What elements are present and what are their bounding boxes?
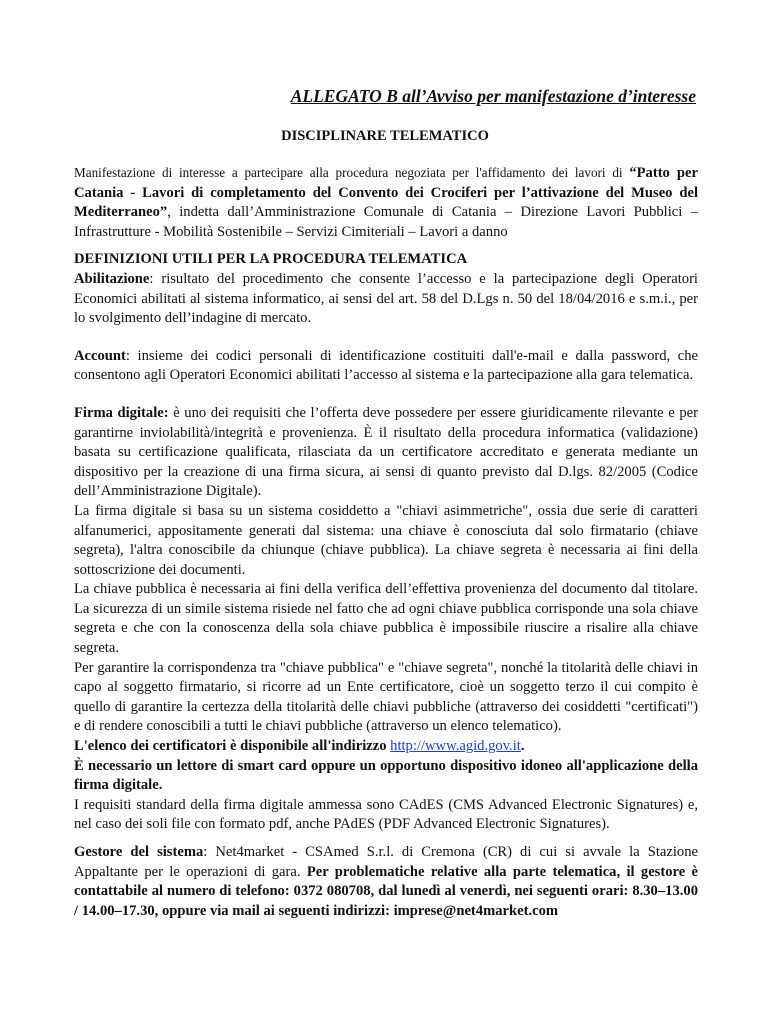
term-firma: Firma digitale: — [74, 404, 169, 421]
project-name: “Patto per Catania - Lavori di completamento del Convento dei Crociferi per l’attivazione del Museo del Mediterraneo” — [74, 165, 699, 221]
firma-paragraph-4: Per garantire la corrispondenza tra "chiave pubblica" e "chiave segreta", nonché la titolarità delle chiavi in capo al soggetto firmatario, si ricorre ad un Ente certificatore, cioè un soggetto terzo il cui compito è quello di garantire la certezza della titolarità delle chiavi pubbliche (attraverso dei cosiddetti "certificati") e di rendere conoscibili a tutti le chiavi pubbliche (attraverso un elenco telematico). — [74, 659, 698, 735]
intro-lead: Manifestazione di interesse a partecipare alla procedura negoziata per l'affidamento dei lavori di — [74, 165, 630, 180]
definition-abilitazione — [74, 270, 698, 329]
section-heading: DEFINIZIONI UTILI PER LA PROCEDURA TELEMATICA — [74, 251, 468, 268]
term-account: Account — [74, 347, 126, 364]
document-subtitle: DISCIPLINARE TELEMATICO — [281, 128, 489, 144]
smartcard-note: È necessario un lettore di smart card oppure un opportuno dispositivo idoneo all'applicazione della firma digitale. — [74, 757, 698, 794]
definition-account — [74, 347, 698, 386]
gestore-contact: Per problematiche relative alla parte telematica, il gestore è contattabile al numero di telefono: 0372 080708, dal lunedì al venerdì, nei seguenti orari: 8.30–13.00 / 14.00–17.30, oppure via mail ai seguenti indirizzi: imprese@net4market.com — [74, 863, 698, 919]
text-gestore: : Net4market - CSAmed S.r.l. di Cremona (CR) di cui si avvale la Stazione Appaltante per le operazioni di gara. — [74, 844, 698, 880]
term-abilitazione: Abilitazione — [74, 270, 150, 287]
agid-link[interactable]: http://www.agid.gov.it — [390, 738, 521, 755]
standard-note: I requisiti standard della firma digitale ammessa sono CAdES (CMS Advanced Electronic Signatures) e, nel caso dei soli file con formato pdf, anche PAdES (PDF Advanced Electronic Signatures). — [74, 796, 698, 833]
intro-paragraph — [74, 163, 698, 242]
document-title: ALLEGATO B all’Avviso per manifestazione d’interesse — [290, 86, 696, 106]
document-body — [74, 163, 698, 921]
definition-gestore — [74, 843, 698, 921]
text-abilitazione: : risultato del procedimento che consente l’accesso e la partecipazione degli Operatori Economici abilitati al sistema informatico, ai sensi del art. 58 del D.Lgs n. 50 del 18/04/2016 e s.m.i., per lo svolgimento dell’indagine di mercato. — [74, 270, 698, 327]
term-gestore: Gestore del sistema — [74, 844, 204, 860]
certificatori-line: L'elenco dei certificatori è disponibile all'indirizzo http://www.agid.gov.it. — [74, 738, 525, 755]
firma-paragraph-2: La firma digitale si basa su un sistema cosiddetto a "chiavi asimmetriche", ossia due serie di caratteri alfanumerici, appositamente generati dal sistema: una chiave è conosciuta dal solo firmatario (chiave segreta), l'altra conoscibile da chiunque (chiave pubblica). La chiave segreta è necessaria ai fini della sottoscrizione dei documenti. — [74, 502, 698, 578]
intro-rest: , indetta dall’Amministrazione Comunale di Catania – Direzione Lavori Pubblici – Infrastrutture - Mobilità Sostenibile – Servizi Cimiteriali – Lavori a danno — [74, 204, 698, 240]
text-account: : insieme dei codici personali di identificazione costituiti dall'e-mail e dalla password, che consentono agli Operatori Economici abilitati l’accesso al sistema e la partecipazione alla gara telematica. — [74, 347, 698, 384]
definition-firma — [74, 404, 698, 502]
firma-paragraph-3: La chiave pubblica è necessaria ai fini della verifica dell’effettiva provenienza del documento dal titolare. La sicurezza di un simile sistema risiede nel fatto che ad ogni chiave pubblica corrisponde una sola chiave segreta e che con la conoscenza della sola chiave pubblica è impossibile riuscire a risalire alla chiave segreta. — [74, 581, 698, 657]
text-firma: è uno dei requisiti che l’offerta deve possedere per essere giuridicamente rilevante e per garantirne inviolabilità/integrità e provenienza. È il risultato della procedura informatica (validazione) basata su certificazione qualificata, rilasciata da un certificatore accreditato e generata mediante un dispositivo per la creazione di una firma sicura, ai sensi di quanto previsto dal D.lgs. 82/2005 (Codice dell’Amministrazione Digitale). — [74, 404, 698, 500]
